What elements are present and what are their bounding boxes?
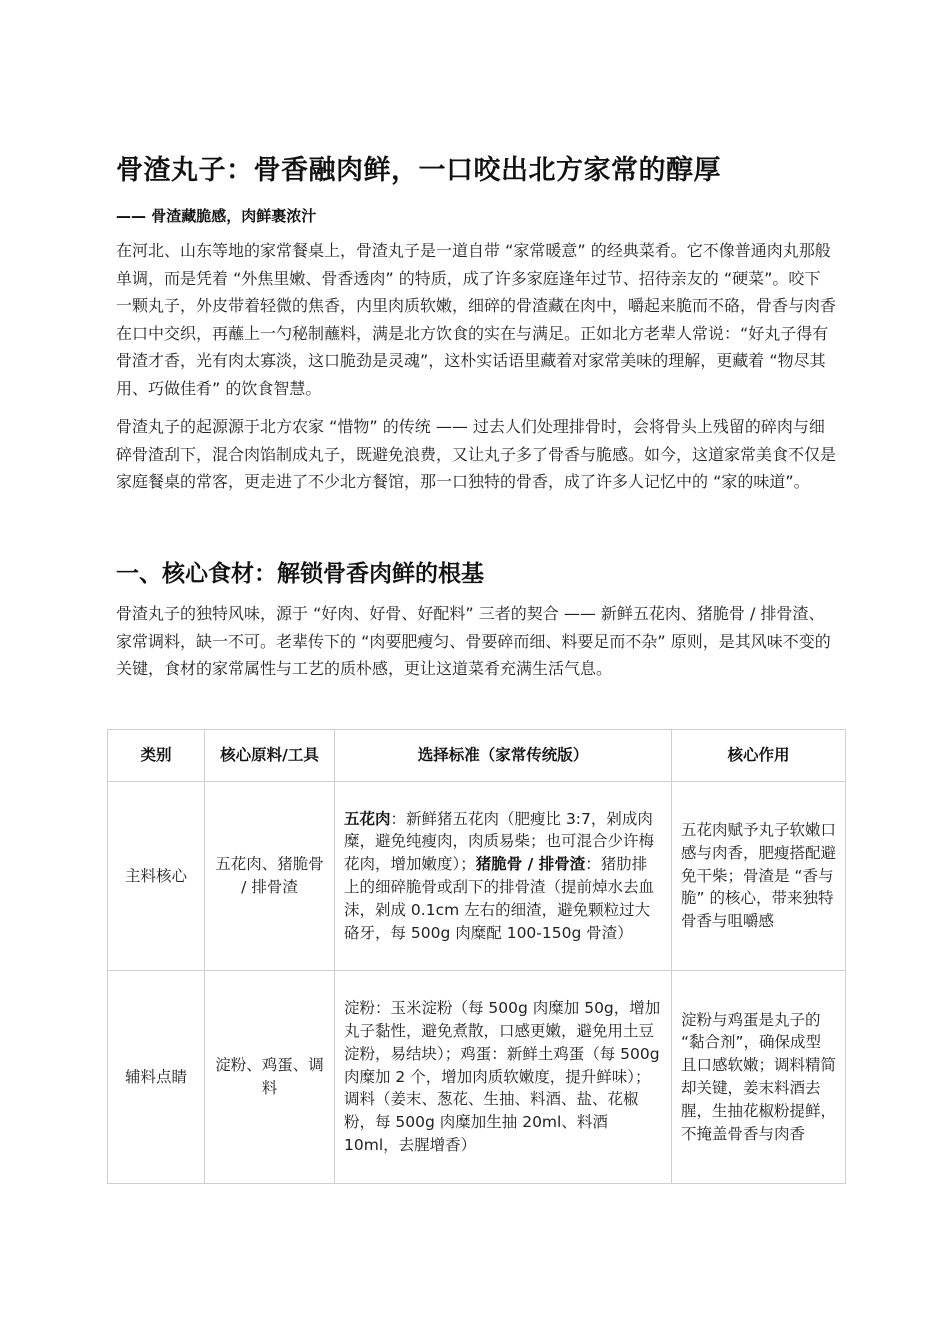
standard-text: ：猪肋排上的细碎脆骨或刮下的排骨渣（提前焯水去血沫，剁成 0.1cm 左右的细渣，避免颗粒过大硌牙，每 500g 肉糜配 100-150g 骨渣） [344, 855, 655, 942]
table-header-cell: 核心作用 [672, 730, 846, 782]
standard-cell [335, 782, 672, 971]
table-header-cell: 选择标准（家常传统版） [335, 730, 672, 782]
table-header-cell: 类别 [108, 730, 205, 782]
standard-term: 五花肉 [344, 809, 391, 828]
section-paragraph: 骨渣丸子的独特风味，源于 “好肉、好骨、好配料” 三者的契合 —— 新鲜五花肉、猪脆骨 / 排骨渣、家常调料，缺一不可。老辈传下的 “肉要肥瘦匀、骨要碎而细、料要足而不杂” 原则，是其风味不变的关键，食材的家常属性与工艺的质朴感，更让这道菜肴充满生活气息。 [116, 604, 831, 679]
material-cell: 淀粉、鸡蛋、调料 [205, 971, 335, 1184]
subtitle: —— 骨渣藏脆感，肉鲜裹浓汁 [116, 207, 317, 225]
role-cell: 淀粉与鸡蛋是丸子的 “黏合剂”，确保成型且口感软嫩；调料精简却关键，姜末料酒去腥，生抽花椒粉提鲜，不掩盖骨香与肉香 [672, 971, 846, 1184]
table-header-cell: 核心原料/工具 [205, 730, 335, 782]
section-heading: 一、核心食材：解锁骨香肉鲜的根基 [116, 561, 484, 587]
role-cell: 五花肉赋予丸子软嫩口感与肉香，肥瘦搭配避免干柴；骨渣是 “香与脆” 的核心，带来独特骨香与咀嚼感 [672, 782, 846, 971]
page-title: 骨渣丸子：骨香融肉鲜，一口咬出北方家常的醇厚 [116, 155, 721, 186]
category-cell: 辅料点睛 [108, 971, 205, 1184]
table-row [108, 971, 846, 1184]
standard-cell: 淀粉：玉米淀粉（每 500g 肉糜加 50g，增加丸子黏性，避免煮散，口感更嫩，避免用土豆淀粉，易结块）；鸡蛋：新鲜土鸡蛋（每 500g 肉糜加 2 个，增加肉质软嫩度，提升鲜味）；调料（姜末、葱花、生抽、料酒、盐、花椒粉，每 500g 肉糜加生抽 20ml、料酒 10ml，去腥增香） [335, 971, 672, 1184]
origin-paragraph: 骨渣丸子的起源源于北方农家 “惜物” 的传统 —— 过去人们处理排骨时，会将骨头上残留的碎肉与细碎骨渣刮下，混合肉馅制成丸子，既避免浪费，又让丸子多了骨香与脆感。如今，这道家常美食不仅是家庭餐桌的常客，更走进了不少北方餐馆，那一口独特的骨香，成了许多人记忆中的 “家的味道”。 [116, 417, 837, 492]
table-header-row [108, 730, 846, 782]
standard-text: ：新鲜猪五花肉（肥瘦比 3:7，剁成肉糜，避免纯瘦肉，肉质易柴；也可混合少许梅花肉，增加嫩度）； [344, 809, 655, 874]
intro-paragraph: 在河北、山东等地的家常餐桌上，骨渣丸子是一道自带 “家常暖意” 的经典菜肴。它不像普通肉丸那般单调，而是凭着 “外焦里嫩、骨香透肉” 的特质，成了许多家庭逢年过节、招待亲友的 “硬菜”。咬下一颗丸子，外皮带着轻微的焦香，内里肉质软嫩，细碎的骨渣藏在肉中，嚼起来脆而不硌，骨香与肉香在口中交织，再蘸上一勺秘制蘸料，满是北方饮食的实在与满足。正如北方老辈人常说：“好丸子得有骨渣才香，光有肉太寡淡，这口脆劲是灵魂”，这朴实话语里藏着对家常美味的理解，更藏着 “物尽其用、巧做佳肴” 的饮食智慧。 [116, 241, 837, 398]
standard-term: 猪脆骨 / 排骨渣 [475, 855, 586, 874]
material-cell: 五花肉、猪脆骨 / 排骨渣 [205, 782, 335, 971]
table-row [108, 782, 846, 971]
ingredients-table [107, 729, 846, 1184]
category-cell: 主料核心 [108, 782, 205, 971]
